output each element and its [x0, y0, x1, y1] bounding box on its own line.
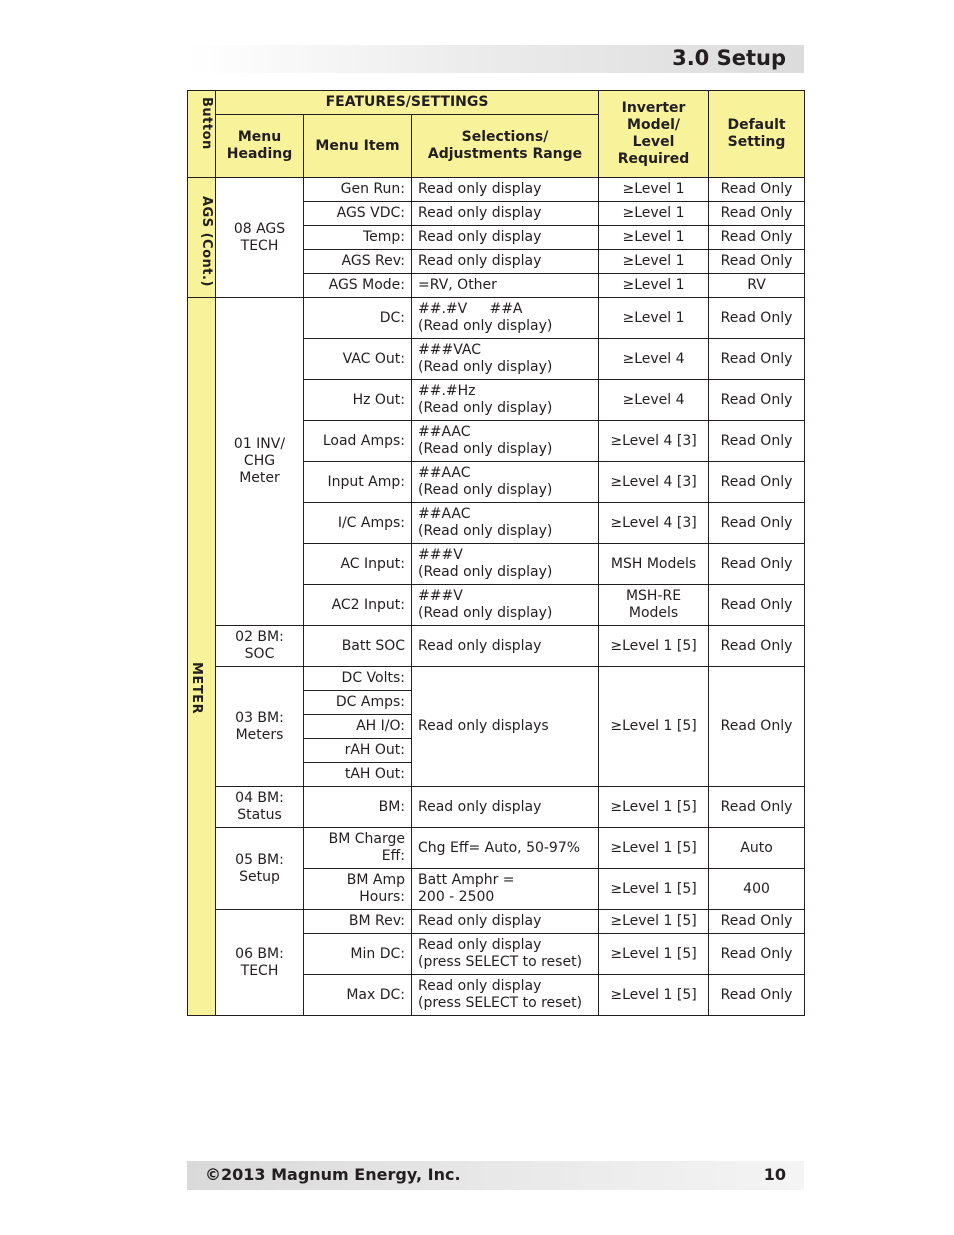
table-row	[188, 787, 805, 828]
range-line-2: (Read only display)	[418, 605, 553, 621]
level-cell: ≥Level 1	[599, 274, 709, 298]
table-row	[188, 298, 805, 339]
menu-item-cell: Load Amps:	[304, 421, 412, 462]
level-cell: ≥Level 1	[599, 202, 709, 226]
level-cell: ≥Level 1	[599, 178, 709, 202]
range-cell: Read only display	[412, 910, 599, 934]
default-cell: Read Only	[709, 544, 805, 585]
range-cell	[412, 421, 599, 462]
menu-heading-cell: 08 AGS TECH	[216, 178, 304, 298]
menu-item-cell: DC Amps:	[304, 691, 412, 715]
level-cell: ≥Level 1 [5]	[599, 910, 709, 934]
range-cell	[412, 462, 599, 503]
menu-item-cell: Min DC:	[304, 934, 412, 975]
menu-item-cell: Max DC:	[304, 975, 412, 1016]
default-cell: Read Only	[709, 910, 805, 934]
page-title: 3.0 Setup	[672, 46, 786, 70]
menu-heading-cell: 03 BM: Meters	[216, 667, 304, 787]
level-cell: ≥Level 4 [3]	[599, 421, 709, 462]
menu-item-cell: BM Charge Eff:	[304, 828, 412, 869]
default-cell: Read Only	[709, 503, 805, 544]
default-cell: Read Only	[709, 787, 805, 828]
level-cell: ≥Level 1	[599, 226, 709, 250]
level-cell: ≥Level 4	[599, 339, 709, 380]
menu-item-cell: Input Amp:	[304, 462, 412, 503]
range-line-2: (Read only display)	[418, 318, 553, 334]
range-cell: Read only display	[412, 178, 599, 202]
default-cell: Read Only	[709, 250, 805, 274]
page-number: 10	[763, 1165, 786, 1184]
section-label-ags: AGS (Cont.)	[188, 178, 216, 298]
range-line-1: ###V	[418, 547, 463, 563]
default-cell: Read Only	[709, 626, 805, 667]
menu-item-cell: AGS VDC:	[304, 202, 412, 226]
footer-bar	[187, 1161, 804, 1190]
range-cell	[412, 298, 599, 339]
selections-header: Selections/ Adjustments Range	[412, 115, 599, 178]
level-cell: ≥Level 1	[599, 250, 709, 274]
level-cell: ≥Level 1 [5]	[599, 934, 709, 975]
default-cell: Read Only	[709, 202, 805, 226]
range-cell	[412, 339, 599, 380]
table-row	[188, 910, 805, 934]
table-row	[188, 178, 805, 202]
range-line-1: ###V	[418, 588, 463, 604]
range-cell: Read only display	[412, 202, 599, 226]
range-cell	[412, 380, 599, 421]
default-header: Default Setting	[709, 91, 805, 178]
range-line-1: ##.#Hz	[418, 383, 476, 399]
menu-item-cell: Temp:	[304, 226, 412, 250]
level-cell: ≥Level 1 [5]	[599, 869, 709, 910]
range-cell	[412, 975, 599, 1016]
range-line-2: (Read only display)	[418, 482, 553, 498]
menu-item-cell: Batt SOC	[304, 626, 412, 667]
menu-item-cell: DC Volts:	[304, 667, 412, 691]
default-cell: Auto	[709, 828, 805, 869]
range-line-2: 200 - 2500	[418, 889, 495, 905]
default-cell: 400	[709, 869, 805, 910]
menu-item-cell: AH I/O:	[304, 715, 412, 739]
default-cell: Read Only	[709, 380, 805, 421]
menu-item-cell: Gen Run:	[304, 178, 412, 202]
range-line-1: ##AAC	[418, 465, 471, 481]
level-cell: ≥Level 4 [3]	[599, 462, 709, 503]
menu-heading-cell: 06 BM: TECH	[216, 910, 304, 1016]
button-header: Button	[188, 91, 216, 178]
menu-item-cell: AC2 Input:	[304, 585, 412, 626]
range-line-2: (Read only display)	[418, 400, 553, 416]
menu-item-cell: I/C Amps:	[304, 503, 412, 544]
default-cell: Read Only	[709, 339, 805, 380]
range-line-1: Batt Amphr =	[418, 872, 515, 888]
table-row	[188, 667, 805, 691]
range-line-2: (Read only display)	[418, 523, 553, 539]
level-cell: ≥Level 4 [3]	[599, 503, 709, 544]
default-cell: Read Only	[709, 298, 805, 339]
level-cell: ≥Level 1 [5]	[599, 787, 709, 828]
header-bar	[187, 45, 804, 73]
range-line-2: (press SELECT to reset)	[418, 995, 583, 1011]
menu-item-cell: tAH Out:	[304, 763, 412, 787]
range-line-1: Read only display	[418, 937, 542, 953]
level-cell: ≥Level 4	[599, 380, 709, 421]
range-cell: Chg Eff= Auto, 50-97%	[412, 828, 599, 869]
default-cell: Read Only	[709, 975, 805, 1016]
inverter-header: Inverter Model/ Level Required	[599, 91, 709, 178]
range-line-1: ###VAC	[418, 342, 481, 358]
menu-heading-cell: 02 BM: SOC	[216, 626, 304, 667]
level-cell: MSH-RE Models	[599, 585, 709, 626]
menu-item-cell: BM Rev:	[304, 910, 412, 934]
level-cell: ≥Level 1 [5]	[599, 667, 709, 787]
level-cell: ≥Level 1	[599, 298, 709, 339]
range-cell	[412, 503, 599, 544]
level-cell: ≥Level 1 [5]	[599, 626, 709, 667]
menu-heading-cell: 01 INV/ CHG Meter	[216, 298, 304, 626]
menu-item-cell: AC Input:	[304, 544, 412, 585]
level-cell: MSH Models	[599, 544, 709, 585]
section-label-meter: METER	[189, 662, 204, 715]
level-cell: ≥Level 1 [5]	[599, 975, 709, 1016]
range-cell: Read only displays	[412, 667, 599, 787]
menu-item-cell: DC:	[304, 298, 412, 339]
menu-item-cell: Hz Out:	[304, 380, 412, 421]
range-cell	[412, 934, 599, 975]
menu-item-cell: BM Amp Hours:	[304, 869, 412, 910]
range-cell: =RV, Other	[412, 274, 599, 298]
default-cell: Read Only	[709, 178, 805, 202]
default-cell: Read Only	[709, 421, 805, 462]
default-cell: Read Only	[709, 585, 805, 626]
default-cell: Read Only	[709, 934, 805, 975]
menu-item-cell: rAH Out:	[304, 739, 412, 763]
copyright-text: ©2013 Magnum Energy, Inc.	[205, 1165, 461, 1184]
range-line-1: ##AAC	[418, 506, 471, 522]
section-meter-cell	[188, 298, 216, 1016]
range-cell: Read only display	[412, 226, 599, 250]
range-cell	[412, 869, 599, 910]
settings-table	[187, 90, 805, 1016]
menu-item-cell: AGS Rev:	[304, 250, 412, 274]
range-line-2: (Read only display)	[418, 441, 553, 457]
range-cell	[412, 544, 599, 585]
range-cell: Read only display	[412, 250, 599, 274]
range-line-2: (Read only display)	[418, 359, 553, 375]
menu-item-cell: BM:	[304, 787, 412, 828]
range-line-2: (press SELECT to reset)	[418, 954, 583, 970]
range-line-1: ##.#V ##A	[418, 301, 523, 317]
default-cell: RV	[709, 274, 805, 298]
default-cell: Read Only	[709, 667, 805, 787]
features-header: FEATURES/SETTINGS	[216, 91, 599, 115]
menu-heading-cell: 04 BM: Status	[216, 787, 304, 828]
range-line-2: (Read only display)	[418, 564, 553, 580]
range-cell: Read only display	[412, 787, 599, 828]
range-cell: Read only display	[412, 626, 599, 667]
menu-heading-cell: 05 BM: Setup	[216, 828, 304, 910]
table-row	[188, 828, 805, 869]
level-cell: ≥Level 1 [5]	[599, 828, 709, 869]
menu-item-header: Menu Item	[304, 115, 412, 178]
range-line-1: ##AAC	[418, 424, 471, 440]
range-cell	[412, 585, 599, 626]
table-row	[188, 626, 805, 667]
range-line-1: Read only display	[418, 978, 542, 994]
default-cell: Read Only	[709, 462, 805, 503]
menu-heading-header: Menu Heading	[216, 115, 304, 178]
default-cell: Read Only	[709, 226, 805, 250]
menu-item-cell: AGS Mode:	[304, 274, 412, 298]
menu-item-cell: VAC Out:	[304, 339, 412, 380]
